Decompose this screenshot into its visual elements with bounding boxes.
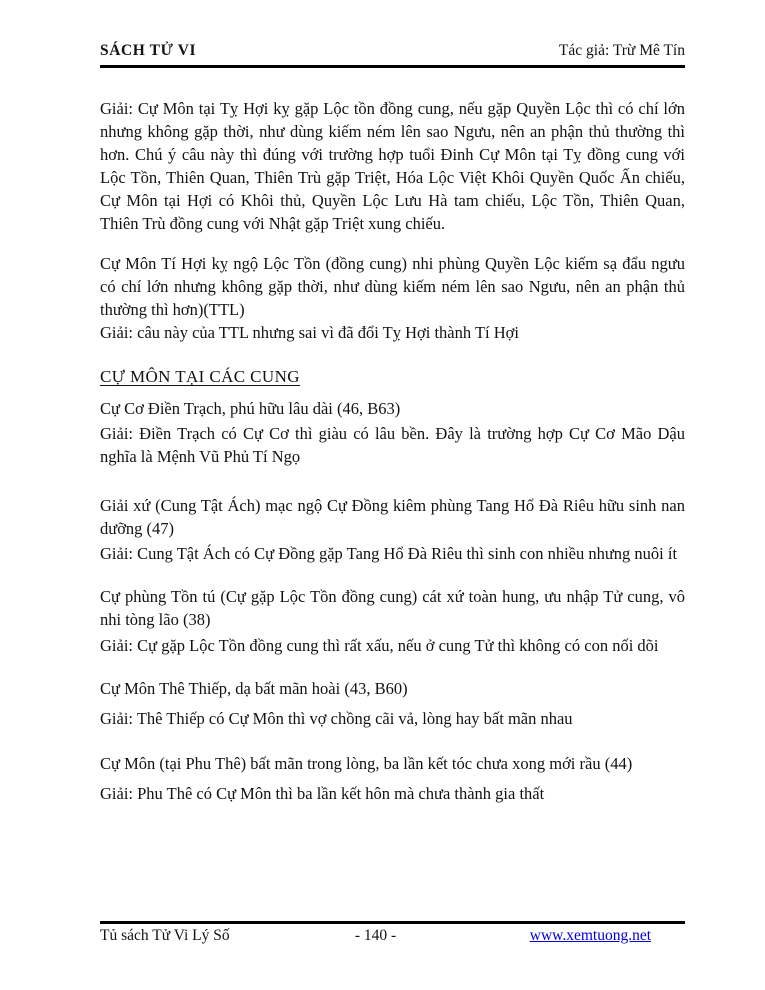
page-content xyxy=(100,97,685,805)
paragraph-giai-ttl: Giải: câu này của TTL nhưng sai vì đã đổi Tỵ Hợi thành Tí Hợi xyxy=(100,323,519,342)
paragraph-giai-the-thiep: Giải: Thê Thiếp có Cự Môn thì vợ chồng cãi vả, lòng hay bất mãn nhau xyxy=(100,709,573,728)
paragraph-cu-co-dien-trach: Cự Cơ Điền Trạch, phú hữu lâu dài (46, B63) xyxy=(100,399,401,418)
header-author: Tác giả: Trừ Mê Tín xyxy=(558,42,685,59)
paragraph-giai-dien-trach: Giải: Điền Trạch có Cự Cơ thì giàu có lâu bền. Đây là trường hợp Cự Cơ Mão Dậu nghĩa là Mệnh Vũ Phủ Tí Ngọ xyxy=(100,424,685,466)
paragraph-giai-cung-tat-ach: Giải: Cung Tật Ách có Cự Đồng gặp Tang Hổ Đà Riêu thì sinh con nhiều nhưng nuôi ít xyxy=(100,544,678,563)
header-rule xyxy=(100,65,685,68)
paragraph-giai-loc-ton: Giải: Cự gặp Lộc Tồn đồng cung thì rất xấu, nếu ở cung Tử thì không có con nối dõi xyxy=(100,636,659,655)
section-heading: CỰ MÔN TẠI CÁC CUNG xyxy=(100,367,300,386)
paragraph-cu-mon-phu-the: Cự Môn (tại Phu Thê) bất mãn trong lòng, ba lần kết tóc chưa xong mới rầu (44) xyxy=(100,754,633,773)
footer-rule xyxy=(100,921,685,924)
footer-series-title: Tủ sách Tử Vi Lý Số xyxy=(100,927,230,944)
footer-website-link[interactable]: www.xemtuong.net xyxy=(529,927,652,944)
paragraph-cu-phung-ton-tu: Cự phùng Tồn tú (Cự gặp Lộc Tồn đồng cung) cát xứ toàn hung, ưu nhập Tử cung, vô nhi tòng lão (38) xyxy=(100,587,685,629)
page-footer xyxy=(100,927,685,945)
paragraph-cu-mon-ti-hoi: Cự Môn Tí Hợi kỵ ngộ Lộc Tồn (đồng cung) nhi phùng Quyền Lộc kiếm sạ đẩu ngưu có chí lớn nhưng không gặp thời, như dùng kiếm ném lên sao Ngưu, nên an phận thủ thường thì hơn)(TTL) xyxy=(100,254,685,319)
paragraph-cu-mon-the-thiep: Cự Môn Thê Thiếp, dạ bất mãn hoài (43, B60) xyxy=(100,679,408,698)
footer-page-number: - 140 - xyxy=(354,927,397,944)
paragraph-giai-xu-tat-ach: Giải xứ (Cung Tật Ách) mạc ngộ Cự Đồng kiêm phùng Tang Hổ Đà Riêu hữu sinh nan dưỡng (47) xyxy=(100,496,685,538)
paragraph-giai-phu-the: Giải: Phu Thê có Cự Môn thì ba lần kết hôn mà chưa thành gia thất xyxy=(100,784,545,803)
paragraph-giai-cu-mon-ty-hoi: Giải: Cự Môn tại Tỵ Hợi kỵ gặp Lộc tồn đồng cung, nếu gặp Quyền Lộc thì có chí lớn nhưng không gặp thời, như dùng kiếm ném lên sao Ngưu, nên an phận thủ thường thì hơn. Chú ý câu này thì đúng với trường hợp tuổi Đinh Cự Môn tại Tỵ đồng cung với Lộc Tồn, Thiên Quan, Thiên Trù gặp Triệt, Hóa Lộc Việt Khôi Quyền Quốc Ấn chiếu, Cự Môn tại Hợi có Khôi thủ, Quyền Lộc Lưu Hà tam chiếu, Lộc Tồn, Thiên Quan, Thiên Trù đồng cung với Nhật gặp Triệt xung chiếu. xyxy=(100,99,685,233)
header-book-title: SÁCH TỬ VI xyxy=(100,42,197,59)
page-header xyxy=(100,42,685,60)
